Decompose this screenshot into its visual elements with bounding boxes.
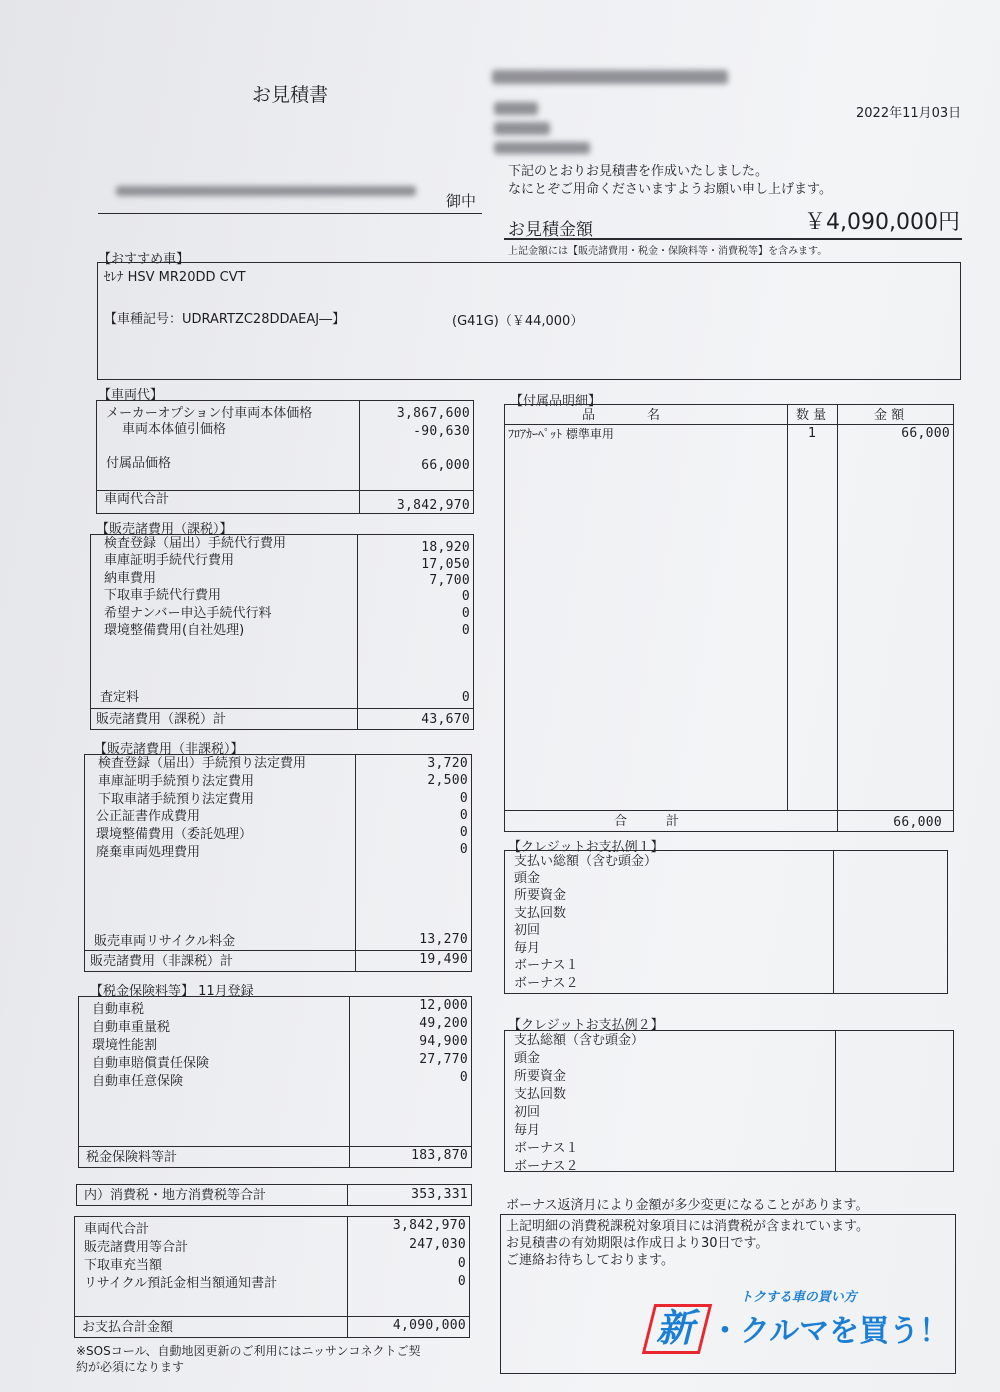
document-title: お見積書	[252, 84, 329, 106]
bonus-note: ボーナス返済月により金額が多少変更になることがあります。	[506, 1198, 869, 1213]
sales-taxed-row-label: 環境整備費用(自社処理)	[104, 623, 245, 638]
sales-taxed-row-value: 0	[461, 589, 470, 604]
watermark-tagline: トクする車の買い方	[740, 1290, 857, 1305]
credit2-row-label: 毎月	[514, 1123, 541, 1138]
tax-row-value: 94,900	[419, 1034, 468, 1049]
sales-taxed-row-value: 0	[461, 623, 470, 638]
accessory-item-name: ﾌﾛｱｶｰﾍﾟｯﾄ 標準車用	[508, 427, 614, 441]
credit2-row-label: 初回	[514, 1105, 541, 1120]
assess-fee-value: 0	[461, 690, 470, 705]
recycle-fee-value: 13,270	[419, 932, 468, 947]
sales-untaxed-row-value: 0	[459, 808, 468, 823]
sales-untaxed-row-label: 車庫証明手続預り法定費用	[98, 774, 255, 789]
sales-taxed-row-label: 納車費用	[104, 571, 157, 586]
notes-line-3: ご連絡お待ちしております。	[506, 1253, 674, 1268]
sales-taxed-row-label: 希望ナンバー申込手続代行料	[104, 606, 272, 621]
summary-row-label: 車両代合計	[84, 1222, 150, 1237]
redacted-dealer-line	[494, 122, 550, 135]
tax-row-label: 自動車重量税	[92, 1020, 171, 1035]
accessories-col-name: 品 名	[582, 408, 661, 423]
credit2-row-label: 支払回数	[514, 1087, 567, 1102]
car-model: ｾﾚﾅ HSV MR20DD CVT	[104, 270, 246, 285]
credit1-row-label: 支払回数	[514, 906, 567, 921]
site-watermark-logo	[640, 1290, 956, 1362]
vehicle-total-value: 3,842,970	[396, 498, 470, 513]
accessories-total-label: 合 計	[614, 814, 680, 829]
sales-taxed-row-value: 7,700	[429, 573, 470, 588]
sales-untaxed-row-value: 3,720	[427, 756, 468, 771]
payment-total-value: 4,090,000	[392, 1318, 466, 1333]
redacted-dealer-name	[492, 70, 728, 84]
recipient-suffix: 御中	[446, 192, 477, 210]
accessories-header: 【付属品明細】	[510, 394, 602, 409]
credit2-row-label: ボーナス１	[514, 1141, 579, 1156]
credit2-row-label: ボーナス２	[514, 1159, 579, 1174]
tax-row-value: 49,200	[419, 1016, 468, 1031]
tax-row-label: 自動車賠償責任保険	[92, 1056, 210, 1071]
accessories-col-qty: 数 量	[796, 408, 827, 423]
intro-line-1: 下記のとおりお見積書を作成いたしました。	[508, 164, 769, 179]
sales-untaxed-header: 【販売諸費用（非課税）】	[94, 742, 244, 757]
notes-line-1: 上記明細の消費税課税対象項目には消費税が含まれています。	[506, 1219, 869, 1234]
accessory-item-qty: 1	[808, 426, 817, 441]
sales-taxed-row-value: 17,050	[421, 557, 470, 572]
credit2-row-label: 頭金	[514, 1051, 541, 1066]
notes-line-2: お見積書の有効期限は作成日より30日です。	[506, 1236, 769, 1251]
redacted-recipient	[116, 186, 416, 196]
summary-row-value: 247,030	[409, 1237, 466, 1252]
vehicle-row-label: メーカーオプション付車両本体価格	[106, 406, 313, 421]
sales-untaxed-row-value: 0	[459, 842, 468, 857]
watermark-mark: 新	[656, 1306, 695, 1350]
credit1-row-label: ボーナス２	[514, 976, 579, 991]
tax-row-label: 自動車税	[92, 1002, 145, 1017]
summary-row-value: 0	[457, 1256, 466, 1271]
credit1-row-label: 支払い総額（含む頭金）	[514, 854, 658, 869]
tax-row-label: 自動車任意保険	[92, 1074, 184, 1089]
estimate-total-value: ￥4,090,000円	[804, 210, 960, 235]
redacted-dealer-line	[494, 102, 538, 115]
tax-row-value: 0	[459, 1070, 468, 1085]
vehicle-total-label: 車両代合計	[104, 492, 170, 507]
credit1-header: 【クレジットお支払例１】	[508, 840, 664, 855]
sales-taxed-total-value: 43,670	[421, 712, 470, 727]
vehicle-row-label: 付属品価格	[106, 456, 172, 471]
sales-untaxed-row-label: 廃棄車両処理費用	[96, 845, 201, 860]
summary-row-label: リサイクル預託金相当額通知書計	[84, 1276, 278, 1291]
sales-taxed-row-label: 車庫証明手続代行費用	[104, 553, 235, 568]
payment-total-label: お支払合計金額	[82, 1320, 174, 1335]
credit1-row-label: 所要資金	[514, 888, 567, 903]
sales-untaxed-total-value: 19,490	[419, 952, 468, 967]
recycle-fee-label: 販売車両リサイクル料金	[94, 934, 236, 949]
footnote-line-2: 約が必須になります	[76, 1360, 185, 1374]
sales-taxed-row-label: 検査登録（届出）手続代行費用	[104, 536, 287, 551]
sales-untaxed-row-label: 下取車諸手続預り法定費用	[98, 792, 255, 807]
sales-taxed-row-value: 0	[461, 606, 470, 621]
estimate-total-note: 上記金額には【販売諸費用・税金・保険料等・消費税等】を含みます。	[508, 246, 828, 257]
vehicle-row-label: 車両本体値引価格	[122, 422, 227, 437]
tax-row-label: 環境性能割	[92, 1038, 158, 1053]
summary-row-value: 0	[457, 1274, 466, 1289]
credit1-row-label: 毎月	[514, 941, 541, 956]
sales-untaxed-row-value: 0	[459, 791, 468, 806]
car-code: 【車種記号：UDRARTZC28DDAEAJ―】	[104, 312, 346, 327]
credit1-row-label: ボーナス１	[514, 958, 579, 973]
accessory-item-amount: 66,000	[901, 426, 950, 441]
sales-untaxed-total-label: 販売諸費用（非課税）計	[90, 954, 234, 969]
sales-taxed-header: 【販売諸費用（課税）】	[96, 522, 233, 537]
accessories-total-value: 66,000	[893, 815, 942, 830]
summary-row-value: 3,842,970	[392, 1218, 466, 1233]
vehicle-header: 【車両代】	[98, 388, 164, 403]
vehicle-row-value: -90,630	[413, 424, 470, 439]
accessories-col-amount: 金 額	[874, 408, 905, 423]
vehicle-row-value: 3,867,600	[396, 406, 470, 421]
estimate-total-underline	[504, 238, 962, 240]
summary-row-label: 販売諸費用等合計	[84, 1240, 189, 1255]
sales-untaxed-row-label: 検査登録（届出）手続預り法定費用	[98, 756, 307, 771]
credit2-header: 【クレジットお支払例２】	[508, 1018, 664, 1033]
redacted-dealer-line	[494, 142, 590, 154]
tax-header: 【税金保険料等】 11月登録	[90, 984, 254, 999]
sales-untaxed-row-value: 0	[459, 825, 468, 840]
tax-total-value: 183,870	[411, 1148, 468, 1163]
sales-untaxed-row-label: 環境整備費用（委託処理）	[96, 827, 253, 842]
car-code-option: (G41G)（￥44,000）	[452, 314, 584, 329]
sales-taxed-row-value: 18,920	[421, 540, 470, 555]
sales-untaxed-row-label: 公正証書作成費用	[96, 809, 201, 824]
watermark-name: ・クルマを買う！	[710, 1314, 950, 1349]
tax-row-value: 27,770	[419, 1052, 468, 1067]
credit2-row-label: 支払総額（含む頭金）	[514, 1033, 645, 1048]
sales-untaxed-row-value: 2,500	[427, 773, 468, 788]
consumption-tax-value: 353,331	[411, 1187, 468, 1202]
intro-line-2: なにとぞご用命くださいますようお願い申し上げます。	[508, 182, 832, 197]
estimate-total-label: お見積金額	[508, 220, 593, 240]
footnote-line-1: ※SOSコール、自動地図更新のご利用にはニッサンコネクトご契	[76, 1344, 421, 1358]
recommended-header: 【おすすめ車】	[98, 252, 190, 267]
credit1-row-label: 初回	[514, 923, 541, 938]
sales-taxed-total-label: 販売諸費用（課税）計	[96, 712, 227, 727]
tax-row-value: 12,000	[419, 998, 468, 1013]
sales-taxed-row-label: 下取車手続代行費用	[104, 588, 222, 603]
assess-fee-label: 査定料	[100, 690, 140, 705]
tax-total-label: 税金保険料等計	[86, 1150, 178, 1165]
issue-date: 2022年11月03日	[856, 106, 962, 121]
consumption-tax-label: 内）消費税・地方消費税等合計	[84, 1188, 267, 1203]
summary-row-label: 下取車充当額	[84, 1258, 163, 1273]
credit2-row-label: 所要資金	[514, 1069, 567, 1084]
accessories-table	[504, 404, 954, 832]
vehicle-row-value: 66,000	[421, 458, 470, 473]
credit1-row-label: 頭金	[514, 871, 541, 886]
recipient-underline	[98, 213, 482, 214]
